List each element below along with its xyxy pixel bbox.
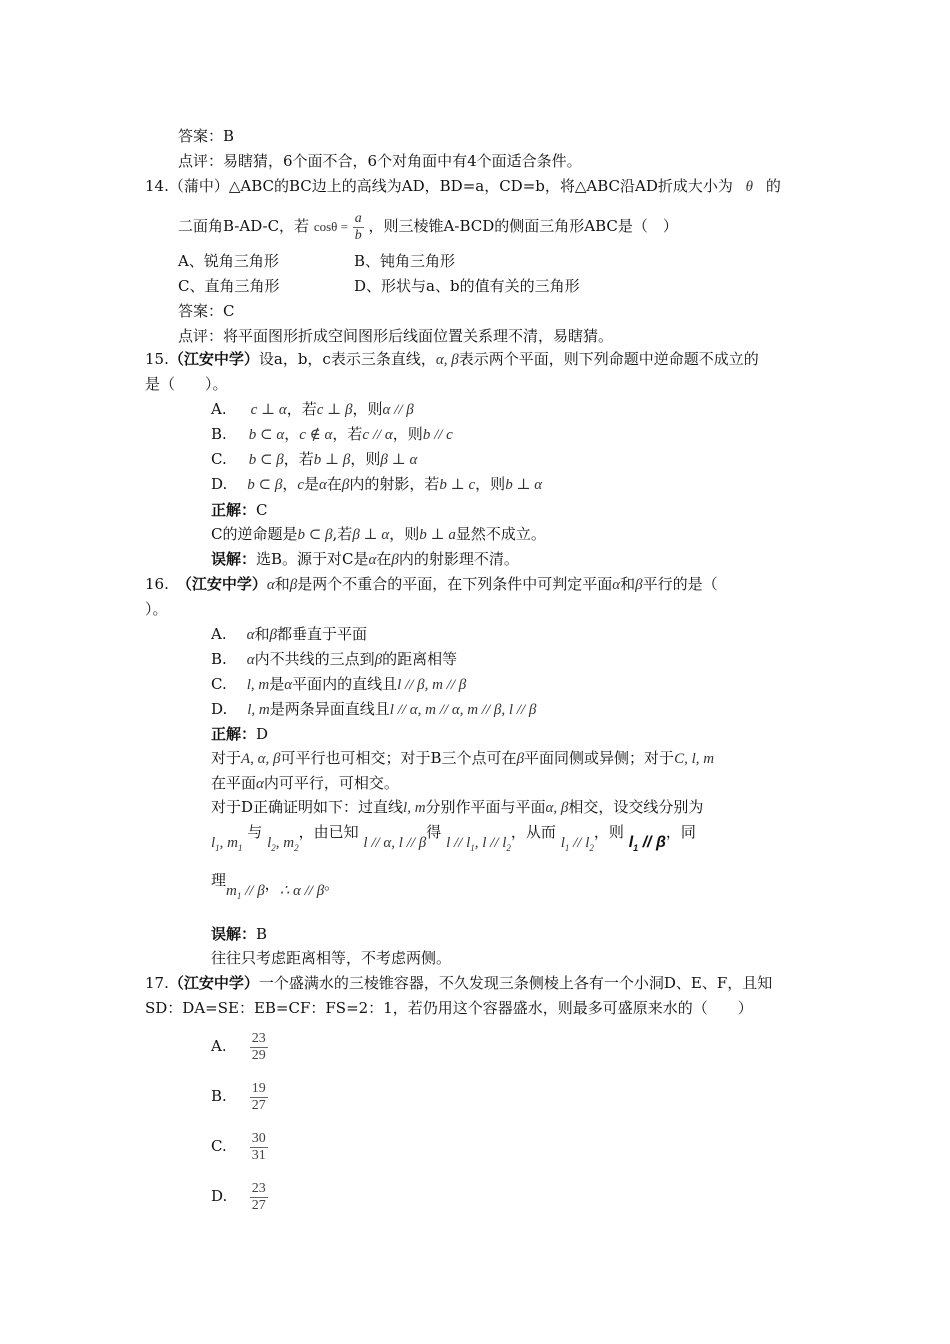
q14-option-c: C、直角三角形 [178,277,280,295]
q17-option-a: A. $\frac{23}{29}$ [211,1030,266,1063]
q14-answer: 答案：C [178,302,235,320]
q16-wrong-explanation: 往往只考虑距离相等，不考虑两侧。 [211,949,452,967]
q14-stem-line1: 14.（蒲中）△ABC的BC边上的高线为AD，BD=a，CD=b，将△ABC沿AD折成大小为 θ 的 [145,177,781,195]
q16-source: （江安中学） [176,575,267,593]
fraction-30-31: $\frac{30}{31}$ [251,1130,266,1163]
q15-stem-line1: 15.（江安中学）设a，b，c表示三条直线，α, β表示两个平面，则下列命题中逆命题不成立的 [145,350,759,368]
q16-option-c: C. l, m是α平面内的直线且l // β, m // β [211,675,467,693]
fraction-a-over-b: $\frac{a}{b}$ [354,210,362,243]
q15-option-c: C. b ⊂ β，若b ⊥ β，则β ⊥ α [211,450,418,468]
q16-explanation-5: 理$m_1$ // β，∴ α // β。 [211,871,340,901]
q15-source: （江安中学） [168,350,259,368]
q14-comment: 点评：将平面图形折成空间图形后线面位置关系理不清，易瞎猜。 [178,327,614,345]
q13-answer: 答案：B [178,127,235,145]
q16-stem-line1: 16. （江安中学）α和β是两个不重合的平面，在下列条件中可判定平面α和β平行的是（ [145,575,718,593]
q14-stem-line2: 二面角B-AD-C，若 cosθ = $\frac{a}{b}$ ，则三棱锥A-BCD的侧面三角形ABC是（ ） [178,210,678,243]
q14-option-a: A、锐角三角形 [178,252,279,270]
fraction-23-29: $\frac{23}{29}$ [251,1030,266,1063]
q16-option-a: A. α和β都垂直于平面 [211,625,367,643]
q16-wrong: 误解：B [211,925,268,943]
q17-stem-line1: 17.（江安中学）一个盛满水的三棱锥容器，不久发现三条侧棱上各有一个小洞D、E、F，且知 [145,974,773,992]
q17-stem-line2: SD：DA=SE：EB=CF：FS=2：1，若仍用这个容器盛水，则最多可盛原来水的（ ） [145,999,753,1017]
q16-option-b: B. α内不共线的三点到β的距离相等 [211,650,458,668]
q15-stem-line2: 是（ ）。 [145,375,228,393]
q15-wrong: 误解：选B。源于对C是α在β内的射影理不清。 [211,550,519,568]
fraction-23-27: $\frac{23}{27}$ [251,1180,266,1213]
q15-option-b: B. b ⊂ α，c ∉ α，若c // α，则b // c [211,425,453,443]
q13-comment: 点评：易瞎猜，6个面不合，6个对角面中有4个面适合条件。 [178,152,582,170]
q14-option-b: B、钝角三角形 [354,252,456,270]
q16-stem-line2: ）。 [145,600,168,618]
q17-source: （江安中学） [168,974,259,992]
cos-expression: cosθ = [313,219,348,234]
q15-explanation: C的逆命题是b ⊂ β,若β ⊥ α，则b ⊥ a显然不成立。 [211,525,546,543]
q15-option-a: A. c ⊥ α，若c ⊥ β，则α // β [211,400,414,418]
q17-option-c: C. $\frac{30}{31}$ [211,1130,266,1163]
q16-option-d: D. l, m是两条异面直线且l // α, m // α, m // β, l // β [211,700,537,718]
q15-correct: 正解：C [211,501,268,519]
q17-option-d: D. $\frac{23}{27}$ [211,1180,266,1213]
q14-option-d: D、形状与a、b的值有关的三角形 [354,277,580,295]
q16-explanation-2: 在平面α内可平行，可相交。 [211,774,399,792]
q16-explanation-1: 对于A, α, β可平行也可相交；对于B三个点可在β平面同侧或异侧；对于C, l, m [211,749,715,767]
theta-symbol: θ [745,179,754,195]
fraction-19-27: $\frac{19}{27}$ [251,1080,266,1113]
q17-option-b: B. $\frac{19}{27}$ [211,1080,266,1113]
q16-explanation-4: $l_1$, $m_1$ 与 $l_2$, $m_2$，由已知 l // α, l // β得 l // $l_1$, l // $l_2$，从而 $l_1 // l_2$，则 $l_1$ // β，同 [211,823,696,853]
q15-option-d: D. b ⊂ β，c是α在β内的射影，若b ⊥ c，则b ⊥ α [211,475,543,493]
q16-correct: 正解：D [211,725,269,743]
q16-explanation-3: 对于D正确证明如下：过直线l, m分别作平面与平面α, β相交，设交线分别为 [211,798,704,816]
